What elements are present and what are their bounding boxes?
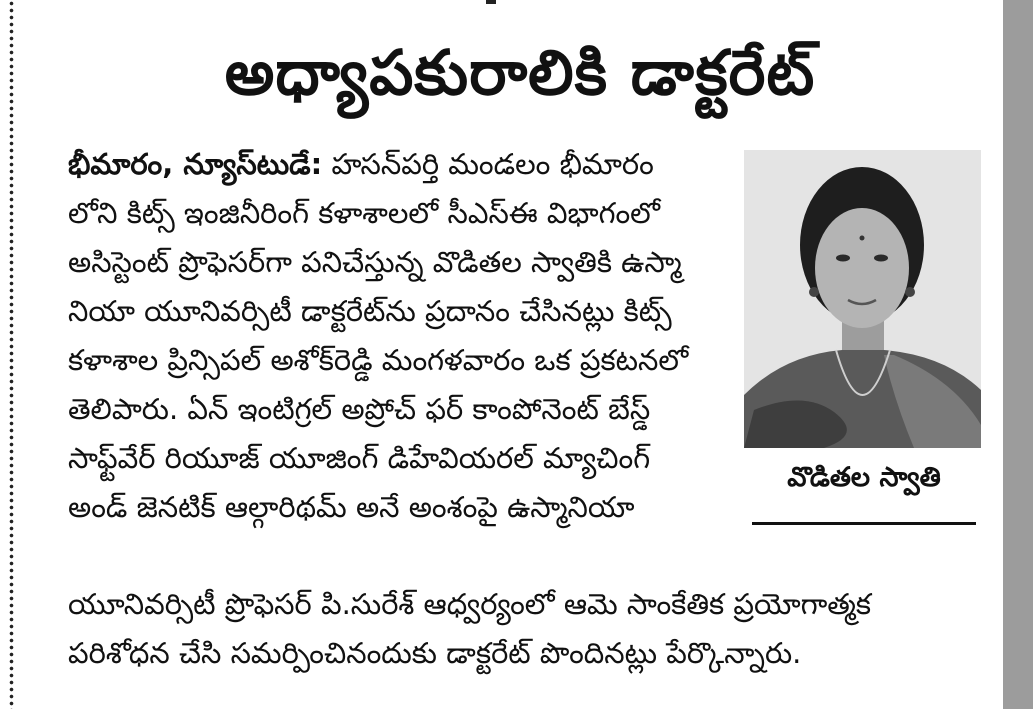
- portrait-photo: [744, 150, 981, 448]
- body-line-6: తెలిపారు. ఏన్‌ ఇంటిగ్రల్‌ అప్రోచ్‌ ఫర్‌ కాంపోనెంట్‌ బేస్డ్‌: [68, 392, 651, 426]
- dateline: భీమారం, న్యూస్‌టుడే:: [68, 147, 323, 181]
- body-line-4: నియా యూనివర్సిటీ డాక్టరేట్‌ను ప్రదానం చేసినట్లు కిట్స్‌: [68, 294, 672, 328]
- body-line-8: అండ్‌ జెనటిక్‌ ఆల్గారిథమ్‌ అనే అంశంపై ఉస్మానియా: [68, 490, 635, 524]
- dotted-column-rule: [8, 0, 15, 709]
- portrait-image: [744, 150, 981, 448]
- article-headline: అధ్యాపకురాలికి డాక్టరేట్‌: [224, 36, 816, 109]
- tail-line-2: పరిశోధన చేసి సమర్పించినందుకు డాక్టరేట్‌ పొందినట్లు పేర్కొన్నారు.: [68, 636, 802, 670]
- top-crop-mark: [486, 0, 496, 4]
- article-body: [68, 140, 738, 532]
- caption-underline: [752, 522, 976, 525]
- body-line-2: లోని కిట్స్‌ ఇంజినీరింగ్‌ కళాశాలలో సీఎస్‌ఈ విభాగంలో: [68, 196, 661, 230]
- tail-line-1: యూనివర్సిటీ ప్రొఫెసర్‌ పి.సురేశ్‌ ఆధ్వర్యంలో ఆమె సాంకేతిక ప్రయోగాత్మక: [68, 587, 872, 621]
- body-line-5: కళాశాల ప్రిన్సిపల్‌ అశోక్‌రెడ్డి మంగళవారం ఒక ప్రకటనలో: [68, 343, 689, 377]
- photo-caption: వొడితల స్వాతి: [787, 462, 941, 493]
- body-line-text: హసన్‌పర్తి మండలం భీమారం: [331, 147, 654, 181]
- page-right-edge: [1003, 0, 1033, 709]
- article-body-continued: [68, 580, 968, 678]
- body-line-3: అసిస్టెంట్‌ ప్రొఫెసర్‌గా పనిచేస్తున్న వొడితల స్వాతికి ఉస్మా: [68, 245, 682, 279]
- body-line-1: [68, 140, 738, 189]
- body-line-7: సాఫ్ట్‌వేర్‌ రియూజ్‌ యూజింగ్‌ డిహేవియరల్‌ మ్యాచింగ్‌: [68, 441, 651, 475]
- page-left-margin: [0, 0, 8, 709]
